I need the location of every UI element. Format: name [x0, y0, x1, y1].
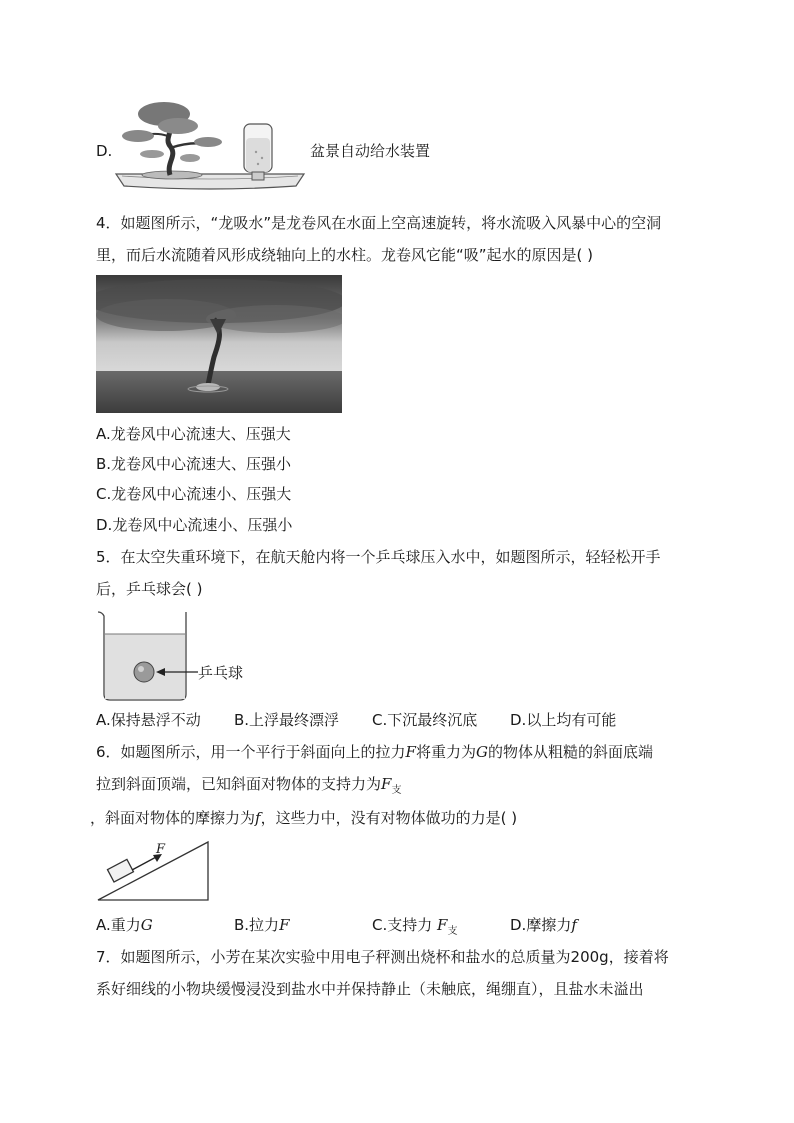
- q4-stem-line-2: 里，而后水流随着风形成绕轴向上的水柱。龙卷风它能“吸”起水的原因是( ): [96, 246, 594, 264]
- q6-option-b: [234, 914, 289, 936]
- incline-block-figure: [96, 838, 212, 904]
- q5-figure-label: 乒乓球: [198, 664, 244, 682]
- subscript-zhi: 支: [447, 926, 458, 937]
- q6-text: ，斜面对物体的摩擦力为: [90, 809, 256, 827]
- q6-text: 拉到斜面顶端，已知斜面对物体的支持力为: [96, 775, 382, 793]
- var-F: F: [279, 916, 290, 934]
- q5-option-c: C.下沉最终沉底: [372, 711, 478, 729]
- q5-option-b: B.上浮最终漂浮: [234, 711, 340, 729]
- beaker-pingpong-figure: [96, 610, 196, 702]
- var-G: G: [140, 916, 153, 934]
- var-G: G: [475, 743, 488, 761]
- q6-option-b-text: B.拉力: [234, 916, 280, 934]
- q6-stem-line-3: [90, 807, 517, 829]
- q4-option-d: D.龙卷风中心流速小、压强小: [96, 516, 293, 534]
- var-F-support: F: [381, 775, 392, 793]
- q3-option-d-caption: 盆景自动给水装置: [310, 142, 431, 160]
- q6-option-a: [96, 914, 153, 936]
- q5-stem-line-1: 5．在太空失重环境下，在航天舱内将一个乒乓球压入水中，如题图所示，轻轻松开手: [96, 548, 661, 566]
- incline-force-label: F: [156, 842, 166, 857]
- q3-option-d-letter: D.: [96, 142, 113, 160]
- q5-option-d: D.以上均有可能: [510, 711, 617, 729]
- q6-option-c: [372, 914, 457, 943]
- q6-text: 将重力为: [415, 743, 476, 761]
- q6-text: ，这些力中，没有对物体做功的力是( ): [260, 809, 518, 827]
- q5-option-a: A.保持悬浮不动: [96, 711, 201, 729]
- q4-option-b: B.龙卷风中心流速大、压强小: [96, 455, 292, 473]
- q6-stem-line-1: [96, 741, 653, 763]
- q6-text: 6．如题图所示，用一个平行于斜面向上的拉力: [96, 743, 406, 761]
- q4-option-c: C.龙卷风中心流速小、压强大: [96, 485, 292, 503]
- q6-option-d: [510, 914, 577, 936]
- tornado-photo: [96, 275, 342, 413]
- var-F: F: [405, 743, 416, 761]
- subscript-zhi: 支: [391, 785, 402, 796]
- q7-stem-line-1: 7．如题图所示，小芳在某次实验中用电子秤测出烧杯和盐水的总质量为200g，接着将: [96, 948, 669, 966]
- q4-option-a: A.龙卷风中心流速大、压强大: [96, 425, 291, 443]
- var-f: f: [255, 809, 261, 827]
- var-f: f: [571, 916, 577, 934]
- q6-stem-line-2: [96, 773, 401, 802]
- q5-stem-line-2: 后，乒乓球会( ): [96, 580, 203, 598]
- var-F-support: F: [437, 916, 448, 934]
- q7-stem-line-2: 系好细线的小物块缓慢浸没到盐水中并保持静止（未触底，绳绷直），且盐水未溢出: [96, 980, 644, 998]
- q4-stem-line-1: 4．如题图所示，“龙吸水”是龙卷风在水面上空高速旋转，将水流吸入风暴中心的空洞: [96, 214, 662, 232]
- q6-option-d-text: D.摩擦力: [510, 916, 572, 934]
- q6-text: 的物体从粗糙的斜面底端: [487, 743, 653, 761]
- q6-option-c-text: C.支持力: [372, 916, 433, 934]
- q6-option-a-text: A.重力: [96, 916, 141, 934]
- bonsai-water-device-figure: [112, 96, 308, 196]
- pingpong-pointer-arrow: [156, 665, 198, 679]
